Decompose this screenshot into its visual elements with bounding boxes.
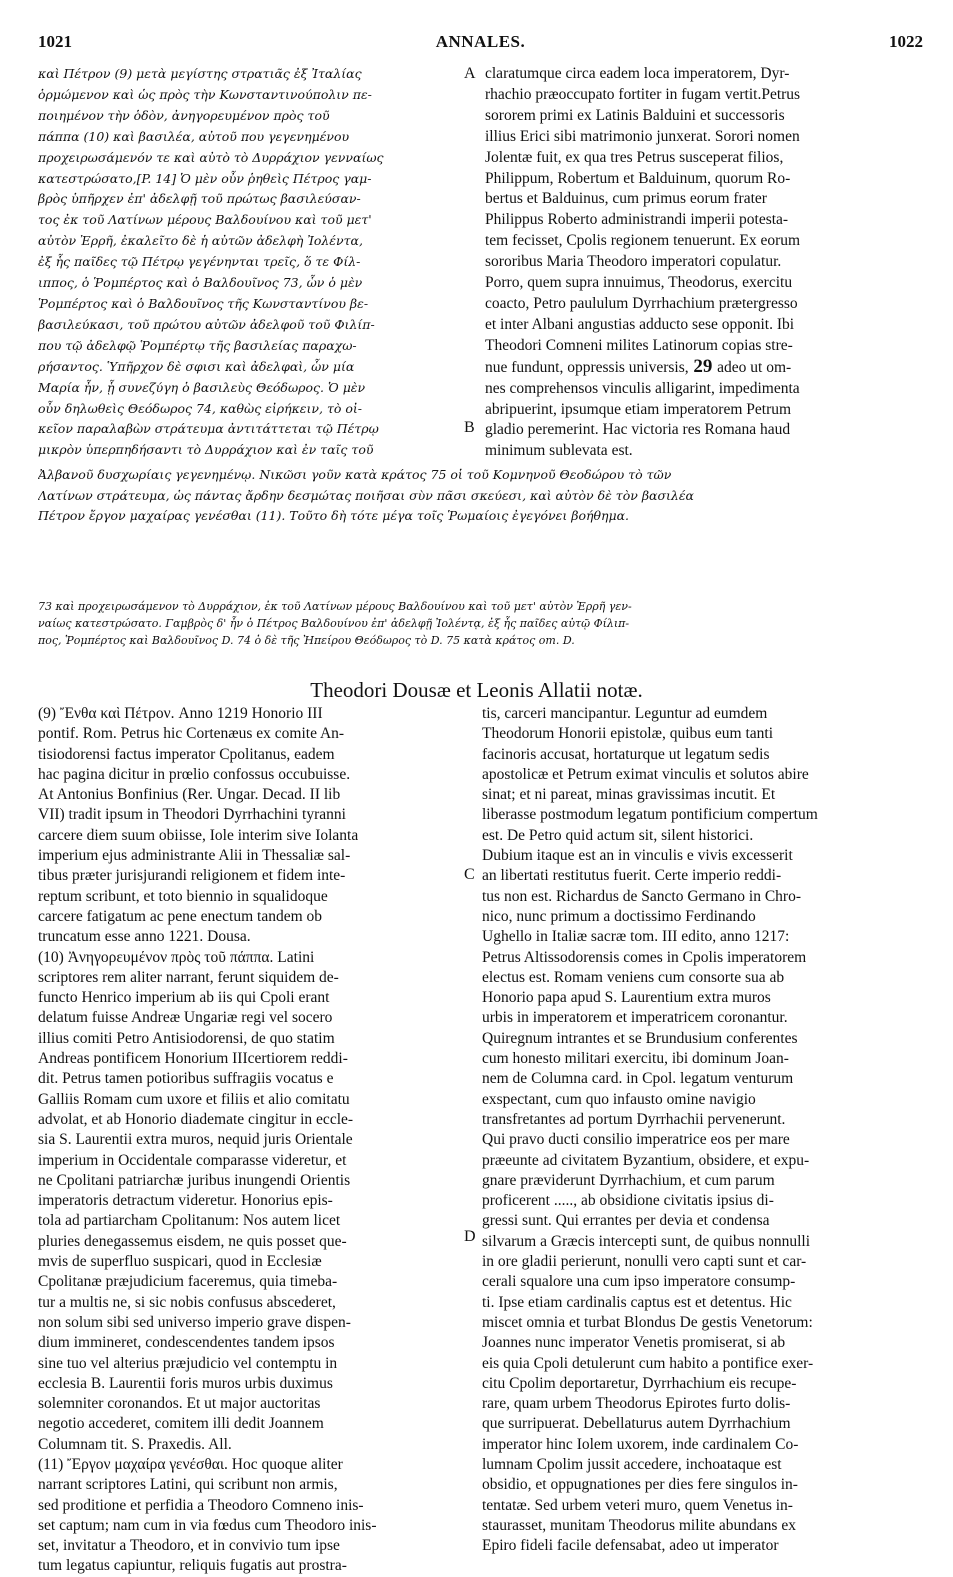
note-line: dit. Petrus tamen potioribus suffragiis vocatus e bbox=[38, 1070, 334, 1088]
greek-wide-line: Πέτρον ἔργον μαχαίρας γενέσθαι (11). Τοῦτο δὴ τότε μέγα τοῖς Ῥωμαίοις ἐγεγόνει βοήθημα. bbox=[38, 508, 630, 523]
note-line: negotio accederet, comitem illi dedit Joannem bbox=[38, 1415, 324, 1433]
latin-text-line bbox=[485, 273, 925, 294]
note-line: Andreas pontificem Honorium IIIcertiorem reddi- bbox=[38, 1050, 348, 1068]
latin-line-text: et inter Albani angustias adducto sese opponit. Ibi bbox=[485, 315, 795, 333]
latin-line-text: Jolentæ fuit, ex qua tres Petrus susceperat filios, bbox=[485, 148, 784, 166]
notes-title: Theodori Dousæ et Leonis Allatii notæ. bbox=[310, 678, 643, 702]
note-line: que surripuerat. Debellaturus autem Dyrrhachium bbox=[482, 1415, 791, 1433]
latin-line-text: sororibus Maria Theodoro imperatori copulatur. bbox=[485, 253, 782, 271]
note-line: liberasse postmodum legatum pontificium compertum bbox=[482, 806, 818, 824]
note-line: Epiro fideli facile defensabat, adeo ut imperator bbox=[482, 1537, 779, 1555]
note-line: imperium ejus administrante Alii in Thessaliæ sal- bbox=[38, 847, 351, 865]
latin-text-line bbox=[485, 400, 925, 421]
note-line: illius comiti Petro Antisiodorensi, de quo statim bbox=[38, 1029, 335, 1047]
latin-text-column bbox=[485, 64, 925, 462]
greek-text-line: μικρὸν ὑπερπηδήσαντι τὸ Δυρράχιον καὶ ἐν ταῖς τοῦ bbox=[38, 442, 374, 458]
greek-text-line: βρὸς ὑπῆρχεν ἐπ' ἀδελφῇ τοῦ πρώτως βασιλεύσαν- bbox=[38, 191, 361, 207]
page-header bbox=[38, 32, 923, 56]
note-line: (10) Ἀνηγορευμένον πρὸς τοῦ πάππα. Latini bbox=[38, 948, 315, 966]
note-line: tisiodorensi factus imperator Cpolitanus, eadem bbox=[38, 745, 335, 763]
latin-line-text: Philippum, Robertum et Balduinum, quorum Ro- bbox=[485, 169, 791, 187]
note-line: miscet omnia et turbat Blondus De gestis Venetorum: bbox=[482, 1313, 813, 1331]
note-line: narrant scriptores Latini, qui scribunt non armis, bbox=[38, 1476, 338, 1494]
footnote-line: πος, Ῥομπέρτος καὶ Βαλδουῖνος D. 74 ὁ δὲ τῆς Ἠπείρου Θεόδωρος τὸ D. 75 κατὰ κράτος om. D. bbox=[38, 634, 575, 647]
latin-line-text: sororem primi ex Latinis Balduini et successoris bbox=[485, 106, 785, 124]
greek-text-line: που τῷ ἀδελφῷ Ῥομπέρτῳ τῆς βασιλείας παραχω- bbox=[38, 337, 357, 353]
note-line: advolat, et ab Honorio diademate cingitur in eccle- bbox=[38, 1110, 354, 1128]
greek-text-line: ρήσαντος. Ὑπῆρχον δὲ σφισι καὶ ἀδελφαὶ, ὧν μία bbox=[38, 358, 355, 374]
note-line: gressi sunt. Qui errantes per devia et condensa bbox=[482, 1212, 770, 1230]
note-line: tentatæ. Sed urbem veteri muro, quem Venetus in- bbox=[482, 1496, 793, 1514]
note-line: tola ad partiarcham Cpolitanum: Nos autem licet bbox=[38, 1212, 341, 1230]
note-line: rare, quam urbem Theodorus Epirotes furto dolis- bbox=[482, 1395, 791, 1413]
latin-text-line bbox=[485, 336, 925, 357]
note-line: truncatum esse anno 1221. Dousa. bbox=[38, 928, 251, 946]
note-line: Joannes nunc imperator Venetis promiserat, si ab bbox=[482, 1334, 786, 1352]
notes-right-column bbox=[482, 704, 922, 1556]
margin-letter-c: C bbox=[464, 866, 475, 883]
margin-letter-d: D bbox=[464, 1228, 476, 1245]
note-line: electus est. Romam veniens cum consorte sua ab bbox=[482, 968, 785, 986]
note-line: (11) Ἔργον μαχαίρα γενέσθαι. Hoc quoque aliter bbox=[38, 1455, 343, 1473]
note-line: citu Cpolim deportaretur, Dyrrhachium eis recupe- bbox=[482, 1374, 797, 1392]
greek-text-line: κεῖον παραλαβὼν στράτευμα ἀντιτάττεται τῷ Πέτρῳ bbox=[38, 421, 379, 437]
latin-text-line bbox=[485, 294, 925, 315]
note-line: set captum; nam cum in via fœdus cum Theodoro inis- bbox=[38, 1516, 377, 1534]
latin-line-text: coacto, Petro paululum Dyrrhachium prætergresso bbox=[485, 294, 798, 312]
note-line: Ughello in Italiæ sacræ tom. III edito, anno 1217: bbox=[482, 928, 790, 946]
note-line: sinat; et ni pareat, minas gravissimas incutit. Et bbox=[482, 786, 776, 804]
latin-text-line bbox=[485, 106, 925, 127]
note-line: imperatoris detractum videretur. Honorius epis- bbox=[38, 1192, 333, 1210]
page-number-right: 1022 bbox=[889, 32, 923, 51]
note-line: præeunte ad civitatem Byzantium, obsidere, et expu- bbox=[482, 1151, 810, 1169]
apparatus-footnotes bbox=[38, 598, 928, 649]
note-line: Qui pravo ducti consilio imperatrice eos per mare bbox=[482, 1131, 790, 1149]
note-line: tus non est. Richardus de Sancto Germano in Chro- bbox=[482, 887, 801, 905]
note-line: mvis de superfluo suspicari, quod in Ecclesiæ bbox=[38, 1253, 322, 1271]
greek-text-line: ἐξ ἧς παῖδες τῷ Πέτρῳ γεγένηνται τρεῖς, ὅ τε Φίλ- bbox=[38, 254, 361, 270]
note-line: solemniter coronandos. Et ut major auctoritas bbox=[38, 1395, 321, 1413]
note-line: in ore gladii perierunt, nonulli vero capti sunt et car- bbox=[482, 1253, 807, 1271]
latin-text-line bbox=[485, 189, 925, 210]
note-line: tibus præter jurisjurandi religionem et fidem inte- bbox=[38, 867, 346, 885]
latin-text-line bbox=[485, 252, 925, 273]
note-line: delatum fuisse Andreæ Ungariæ regi vel socero bbox=[38, 1009, 333, 1027]
note-line: Dubium itaque est an in vinculis e vivis excesserit bbox=[482, 847, 793, 865]
latin-line-text: Porro, quem supra innuimus, Theodorus, exercitu bbox=[485, 274, 793, 292]
latin-line-text: abripuerint, ipsumque etiam imperatorem Petrum bbox=[485, 400, 792, 418]
note-line: transfretantes ad portum Dyrrhachii pervenerunt. bbox=[482, 1110, 786, 1128]
note-line: facinoris accusat, hortaturque ut legatum sedis bbox=[482, 745, 770, 763]
note-line: cum honesto militari exercitu, ibi dominum Joan- bbox=[482, 1050, 789, 1068]
note-line: Honorio papa apud S. Laurentium extra muros bbox=[482, 989, 771, 1007]
latin-text-line bbox=[485, 420, 925, 441]
note-line: VII) tradit ipsum in Theodori Dyrrhachini tyranni bbox=[38, 806, 346, 824]
latin-text-line bbox=[485, 64, 925, 85]
latin-text-line bbox=[485, 441, 925, 462]
note-line: Cpolitanæ præjudicium faceremus, quia timeba- bbox=[38, 1273, 338, 1291]
note-line: Petrus Altissodorensis comes in Cpolis imperatorem bbox=[482, 948, 807, 966]
note-line: lumnam Cpolim jussit accedere, inchoataque est bbox=[482, 1455, 782, 1473]
note-line: tum legatus capiuntur, reliquis fugatis aut prostra- bbox=[38, 1557, 347, 1575]
note-line: ecclesia B. Laurentii foris muros urbis duximus bbox=[38, 1374, 333, 1392]
note-line: sed proditione et perfidia a Theodoro Comneno inis- bbox=[38, 1496, 364, 1514]
greek-text-line: Ῥομπέρτος καὶ ὁ Βαλδουῖνος τῆς Κωνσταντίνου βε- bbox=[38, 295, 369, 311]
note-line: staurasset, munitam Theodorus milite abundans ex bbox=[482, 1516, 796, 1534]
latin-text-line bbox=[485, 169, 925, 190]
note-line: Columnam tit. S. Praxedis. All. bbox=[38, 1435, 232, 1453]
greek-text-line: βασιλεύκασι, τοῦ πρώτου αὐτῶν ἀδελφοῦ τοῦ Φιλίπ- bbox=[38, 316, 375, 332]
note-line: reptum scribunt, et toto biennio in squalidoque bbox=[38, 887, 328, 905]
latin-text-line bbox=[485, 85, 925, 106]
note-line: tis, carceri mancipantur. Leguntur ad eumdem bbox=[482, 705, 768, 722]
note-line: obsidio, et oppugnationes per dies fere singulos in- bbox=[482, 1476, 798, 1494]
note-line: ne Cpolitani patriarchæ juribus inungendi Orientis bbox=[38, 1171, 351, 1189]
margin-letter-a: A bbox=[464, 65, 476, 82]
greek-wide-line: Λατίνων στράτευμα, ὡς πάντας ἄρδην δεσμώτας ποιῆσαι σὺν πᾶσι σκεύεσι, καὶ αὐτὸν δὲ τὸν βασιλέα bbox=[38, 487, 694, 503]
note-line: silvarum a Græcis intercepti sunt, de quibus nonnulli bbox=[482, 1232, 811, 1250]
latin-line-text: nes comprehensos vinculis alligarint, impedimenta bbox=[485, 379, 800, 397]
note-line: gnare præviderunt Dyrrhachium, et cum parum bbox=[482, 1171, 775, 1189]
note-line: hac pagina dicitur in prœlio confossus occubuisse. bbox=[38, 765, 351, 783]
latin-text-line bbox=[485, 357, 925, 379]
latin-line-text: illius Erici sibi matrimonio junxerat. Sorori nomen bbox=[485, 127, 800, 145]
greek-text-line: κατεστρώσατο,[P. 14] Ὁ μὲν οὖν ῥηθεὶς Πέτρος γαμ- bbox=[38, 170, 372, 186]
latin-line-text: claratumque circa eadem loca imperatorem, Dyr- bbox=[485, 65, 790, 82]
note-line: proficerent ....., ab obsidione civitatis ipsius di- bbox=[482, 1192, 774, 1210]
note-line: (9) Ἔνθα καὶ Πέτρον. Anno 1219 Honorio III bbox=[38, 705, 323, 722]
latin-text-line bbox=[485, 148, 925, 169]
note-line: Theodorum Honorii epistolæ, quibus eum tanti bbox=[482, 725, 774, 743]
note-line: non solum sibi sed universo imperio grave dispen- bbox=[38, 1313, 351, 1331]
note-line: eis quia Cpoli detulerunt cum habito a pontifice exer- bbox=[482, 1354, 814, 1372]
note-line: sia S. Laurentii extra muros, nequid juris Orientale bbox=[38, 1131, 353, 1149]
latin-line-tail: adeo ut om- bbox=[717, 358, 792, 376]
latin-line-text: minimum sublevata est. bbox=[485, 442, 633, 460]
note-line: sine tuo vel alterius præjudicio vel contemptu in bbox=[38, 1354, 338, 1372]
latin-line-text: nue fundunt, oppressis universis, bbox=[485, 358, 689, 376]
latin-text-line bbox=[485, 379, 925, 400]
note-line: apostolicæ et Petrum eximat vinculis et solutos abire bbox=[482, 765, 809, 783]
greek-text-line: ιππος, ὁ Ῥομπέρτος καὶ ὁ Βαλδουῖνος 73, ὧν ὁ μὲν bbox=[38, 275, 363, 291]
note-line: nem de Columna card. in Cpol. legatum venturum bbox=[482, 1070, 794, 1088]
greek-text-column bbox=[38, 64, 458, 461]
note-line: At Antonius Bonfinius (Rer. Ungar. Decad. II lib bbox=[38, 786, 341, 804]
page-number-left: 1021 bbox=[38, 32, 72, 51]
latin-text-line bbox=[485, 127, 925, 148]
note-line: an libertati restitutus fuerit. Certe imperio reddi- bbox=[482, 867, 782, 885]
note-line: dium immineret, condescendentes tandem ipsos bbox=[38, 1334, 335, 1352]
note-line: functo Henrico imperium ab iis qui Cpoli erant bbox=[38, 989, 330, 1007]
note-line: Quiregnum intrantes et se Brundusium conferentes bbox=[482, 1029, 798, 1047]
note-line: scriptores rem aliter narrant, ferunt siquidem de- bbox=[38, 968, 339, 986]
latin-line-text: tem fecisset, Cpolis regionem tenuerunt. Ex eorum bbox=[485, 232, 801, 250]
margin-letter-b: B bbox=[464, 419, 475, 436]
greek-text-line: τος ἐκ τοῦ Λατίνων μέρους Βαλδουίνου καὶ τοῦ μετ' bbox=[38, 212, 372, 228]
greek-text-line: οὖν δηλωθεὶς Θεόδωρος 74, καθὼς εἰρήκειν, τὸ οἰ- bbox=[38, 400, 363, 416]
note-line: cerali squalore una cum ipso imperatore consump- bbox=[482, 1273, 796, 1291]
footnote-line: ναίως κατεστρώσατο. Γαμβρὸς δ' ἦν ὁ Πέτρος Βαλδουίνου ἐπ' ἀδελφῇ Ἰολέντᾳ, ἐξ ἧς παῖδες αὐτῷ Φίλιπ- bbox=[38, 617, 630, 630]
page-mark: 29 bbox=[688, 356, 718, 377]
latin-line-text: bertus et Balduinus, cum primus eorum frater bbox=[485, 190, 767, 208]
latin-line-text: Theodori Comneni milites Latinorum copias stre- bbox=[485, 336, 793, 354]
greek-text-line: ποιημένον τὴν ὁδὸν, ἀνηγορευμένον πρὸς τοῦ bbox=[38, 107, 330, 123]
greek-text-line: πάππα (10) καὶ βασιλέα, αὐτοῦ που γεγενημένου bbox=[38, 128, 350, 144]
note-line: pluries denegassemus eisdem, ne quis posset que- bbox=[38, 1232, 347, 1250]
note-line: ti. Ipse etiam cardinalis captus est et detentus. Hic bbox=[482, 1293, 792, 1311]
latin-line-text: rhachio præoccupato fortiter in fugam vertit.Petrus bbox=[485, 85, 801, 103]
greek-text-line: ὁρμώμενον καὶ ὡς πρὸς τὴν Κωνσταντινούπολιν πε- bbox=[38, 86, 372, 102]
note-line: nico, nunc primum a doctissimo Ferdinando bbox=[482, 907, 756, 925]
note-line: pontif. Rom. Petrus hic Cortenæus ex comite An- bbox=[38, 725, 345, 743]
note-line: Galliis Romam cum uxore et filiis et alio comitatu bbox=[38, 1090, 350, 1108]
note-line: imperium in Occidentale comparasse videretur, et bbox=[38, 1151, 347, 1169]
greek-text-line: καὶ Πέτρον (9) μετὰ μεγίστης στρατιᾶς ἐξ Ἰταλίας bbox=[38, 66, 362, 81]
latin-text-line bbox=[485, 315, 925, 336]
greek-wide-text bbox=[38, 465, 928, 527]
latin-line-text: gladio peremerint. Hac victoria res Romana haud bbox=[485, 421, 791, 439]
latin-text-line bbox=[485, 231, 925, 252]
note-line: set, invitatur a Theodoro, et in convivio tum ipse bbox=[38, 1537, 340, 1555]
note-line: tur a multis ne, si sic nobis confusus abscederet, bbox=[38, 1293, 336, 1311]
notes-left-column bbox=[38, 704, 460, 1577]
note-line: imperator hinc Iolem uxorem, inde cardinalem Co- bbox=[482, 1435, 799, 1453]
running-title: ANNALES. bbox=[435, 32, 526, 51]
greek-wide-line: Ἀλβανοῦ δυσχωρίαις γεγενημένῳ. Νικῶσι γοῦν κατὰ κράτος 75 οἱ τοῦ Κομνηνοῦ Θεοδώρου τὸ τῶν bbox=[38, 467, 672, 482]
footnote-line: 73 καὶ προχειρωσάμενον τὸ Δυρράχιον, ἐκ τοῦ Λατίνων μέρους Βαλδουίνου καὶ τοῦ μετ' αὐτὸν Ἐρρῆ γεν- bbox=[38, 600, 632, 613]
note-line: carcere diem suum obiisse, Iole interim sive Iolanta bbox=[38, 826, 359, 844]
greek-text-line: προχειρωσάμενόν τε καὶ αὐτὸ τὸ Δυρράχιον γενναίως bbox=[38, 149, 384, 165]
latin-text-line bbox=[485, 210, 925, 231]
latin-line-text: Philippus Roberto administrandi imperii potesta- bbox=[485, 211, 789, 229]
greek-text-line: Μαρία ἦν, ᾗ συνεζύγη ὁ βασιλεὺς Θεόδωρος. Ὁ μὲν bbox=[38, 379, 366, 395]
note-line: urbis in imperatorem et imperatricem coronantur. bbox=[482, 1009, 788, 1027]
note-line: exspectant, cum quo infausto omine navigio bbox=[482, 1090, 756, 1108]
note-line: est. De Petro quid actum sit, silent historici. bbox=[482, 826, 754, 844]
greek-text-line: αὐτὸν Ἐρρῆ, ἐκαλεῖτο δὲ ἡ αὐτῶν ἀδελφὴ Ἰολέντα, bbox=[38, 233, 363, 249]
note-line: carcere fatigatum ac pene enectum tandem ob bbox=[38, 907, 323, 925]
